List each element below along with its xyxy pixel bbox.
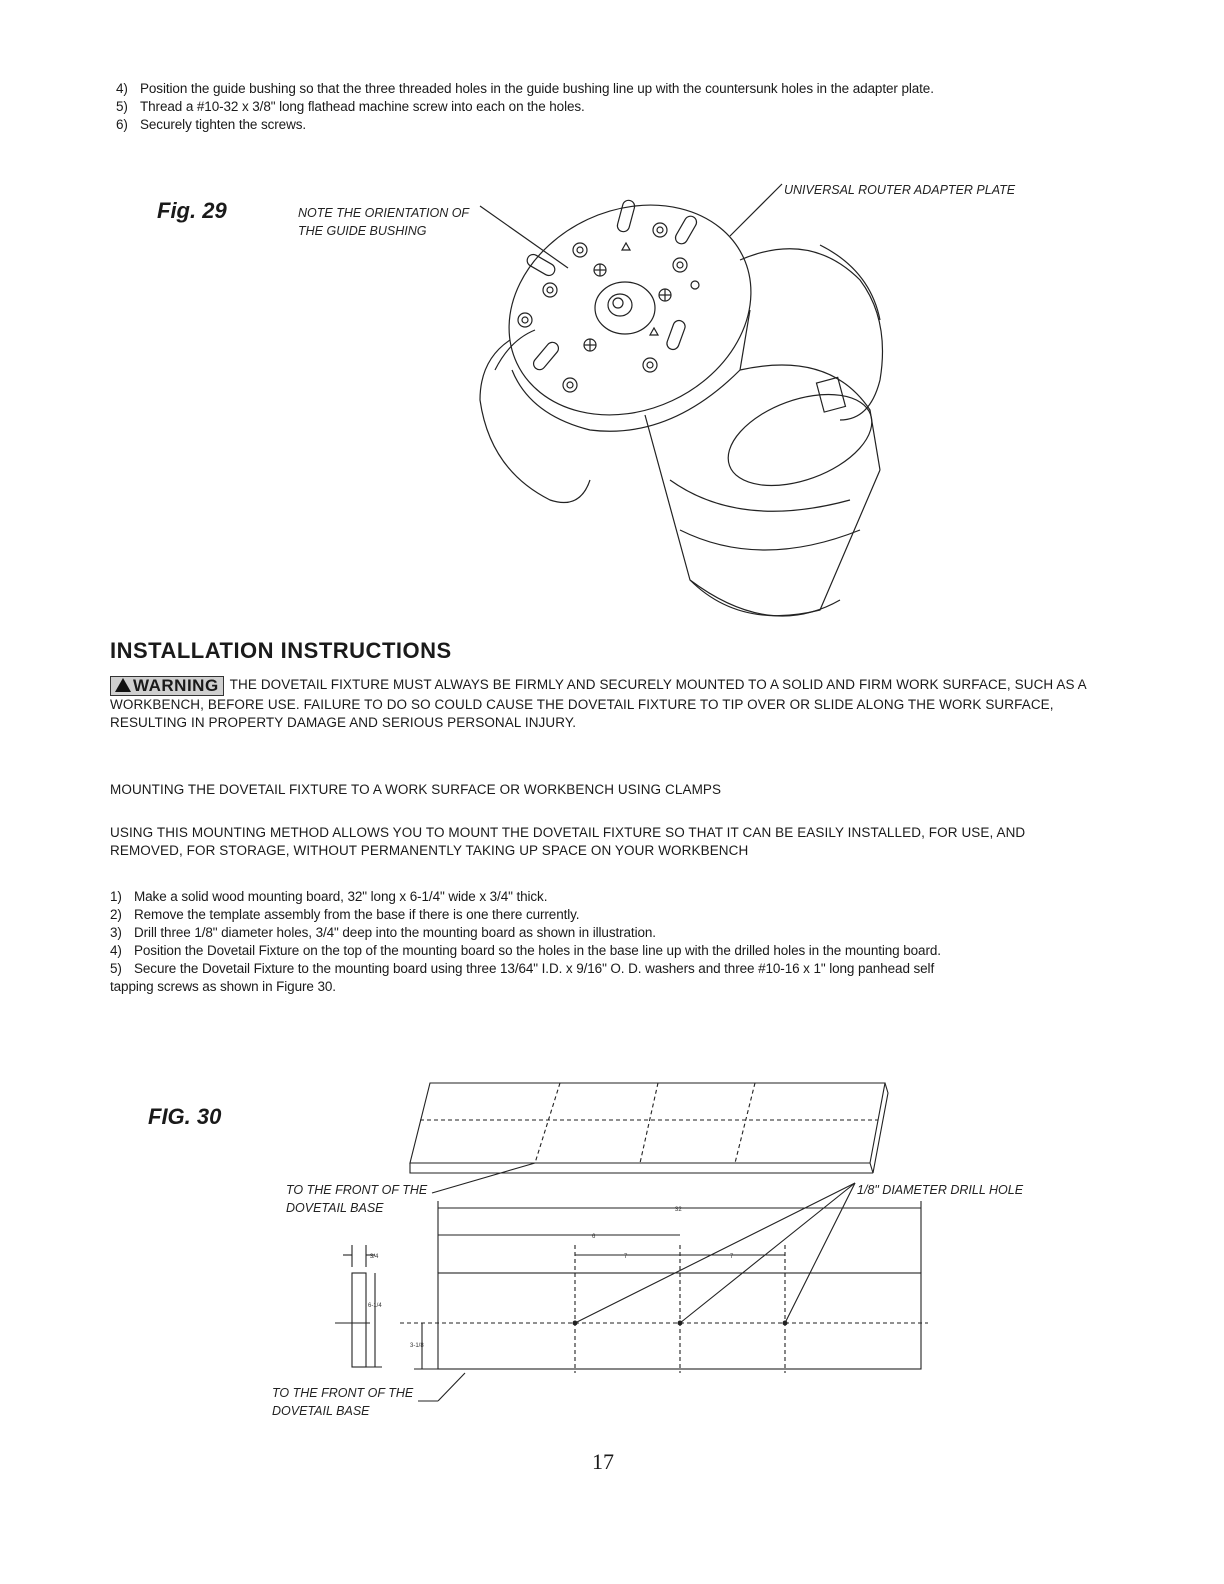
warning-paragraph (110, 676, 1100, 732)
install-step-5-continued: tapping screws as shown in Figure 30. (110, 979, 336, 994)
dim-7b-label: 7 (730, 1254, 734, 1260)
install-step-2: 2) Remove the template assembly from the base if there is one there currently. (110, 907, 580, 922)
dim-width-label: 6-1/4 (368, 1303, 382, 1309)
step-4: 4) Position the guide bushing so that the three threaded holes in the guide bushing line up with the countersunk holes in the adapter plate. (116, 81, 934, 96)
fig29-plate-label: UNIVERSAL ROUTER ADAPTER PLATE (784, 183, 1016, 197)
fig30-drill-hole-label: 1/8" DIAMETER DRILL HOLE (857, 1183, 1024, 1197)
installation-heading: INSTALLATION INSTRUCTIONS (110, 638, 452, 663)
warning-text: THE DOVETAIL FIXTURE MUST ALWAYS BE FIRMLY AND SECURELY MOUNTED TO A SOLID AND FIRM WORK SURFACE, SUCH AS A WORKBENCH, BEFORE USE. FAILURE TO DO SO COULD CAUSE THE DOVETAIL FIXTURE TO TIP OVER OR SLIDE ALONG THE WORK SURFACE, RESULTING IN PROPERTY DAMAGE AND SERIOUS PERSONAL INJURY. (110, 677, 1087, 730)
dim-length-label: 32 (675, 1207, 682, 1213)
installation-steps-list (110, 888, 941, 996)
dim-7a-label: 7 (624, 1254, 628, 1260)
mounting-title: MOUNTING THE DOVETAIL FIXTURE TO A WORK SURFACE OR WORKBENCH USING CLAMPS (110, 782, 722, 797)
mounting-board-drawing (330, 1075, 930, 1395)
fig30-front-line2: DOVETAIL BASE (286, 1201, 384, 1215)
dim-6-label: 6 (592, 1234, 596, 1240)
dim-thickness-label: 3/4 (370, 1254, 379, 1260)
fig29-label: Fig. 29 (157, 198, 227, 223)
install-step-4: 4) Position the Dovetail Fixture on the top of the mounting board so the holes in the base line up with the drilled holes in the mounting board. (110, 943, 941, 958)
router-illustration (440, 170, 920, 640)
warning-badge: WARNING (110, 676, 224, 696)
fig30-bottom-line2: DOVETAIL BASE (272, 1404, 370, 1418)
fig30-front-line1: TO THE FRONT OF THE (286, 1183, 428, 1197)
page-number: 17 (592, 1449, 614, 1474)
install-step-5: 5) Secure the Dovetail Fixture to the mounting board using three 13/64" I.D. x 9/16" O. D. washers and three #10-16 x 1" long panhead self (110, 961, 935, 976)
install-step-1: 1) Make a solid wood mounting board, 32" long x 6-1/4" wide x 3/4" thick. (110, 889, 548, 904)
dim-3-label: 3-1/8 (410, 1343, 424, 1349)
fig30-bottom-line1: TO THE FRONT OF THE (272, 1386, 414, 1400)
top-steps-list (116, 80, 934, 134)
step-5: 5) Thread a #10-32 x 3/8" long flathead machine screw into each on the holes. (116, 99, 585, 114)
fig29-note-line1: NOTE THE ORIENTATION OF (298, 206, 470, 220)
fig30-label: FIG. 30 (148, 1104, 222, 1129)
warning-triangle-icon (115, 678, 131, 692)
mounting-description: USING THIS MOUNTING METHOD ALLOWS YOU TO MOUNT THE DOVETAIL FIXTURE SO THAT IT CAN BE EASILY INSTALLED, FOR USE, AND REMOVED, FOR STORAGE, WITHOUT PERMANENTLY TAKING UP SPACE ON YOUR WORKBENCH (110, 825, 1026, 858)
step-6: 6) Securely tighten the screws. (116, 117, 307, 132)
fig29-note-line2: THE GUIDE BUSHING (298, 224, 427, 238)
install-step-3: 3) Drill three 1/8" diameter holes, 3/4" deep into the mounting board as shown in illustration. (110, 925, 656, 940)
